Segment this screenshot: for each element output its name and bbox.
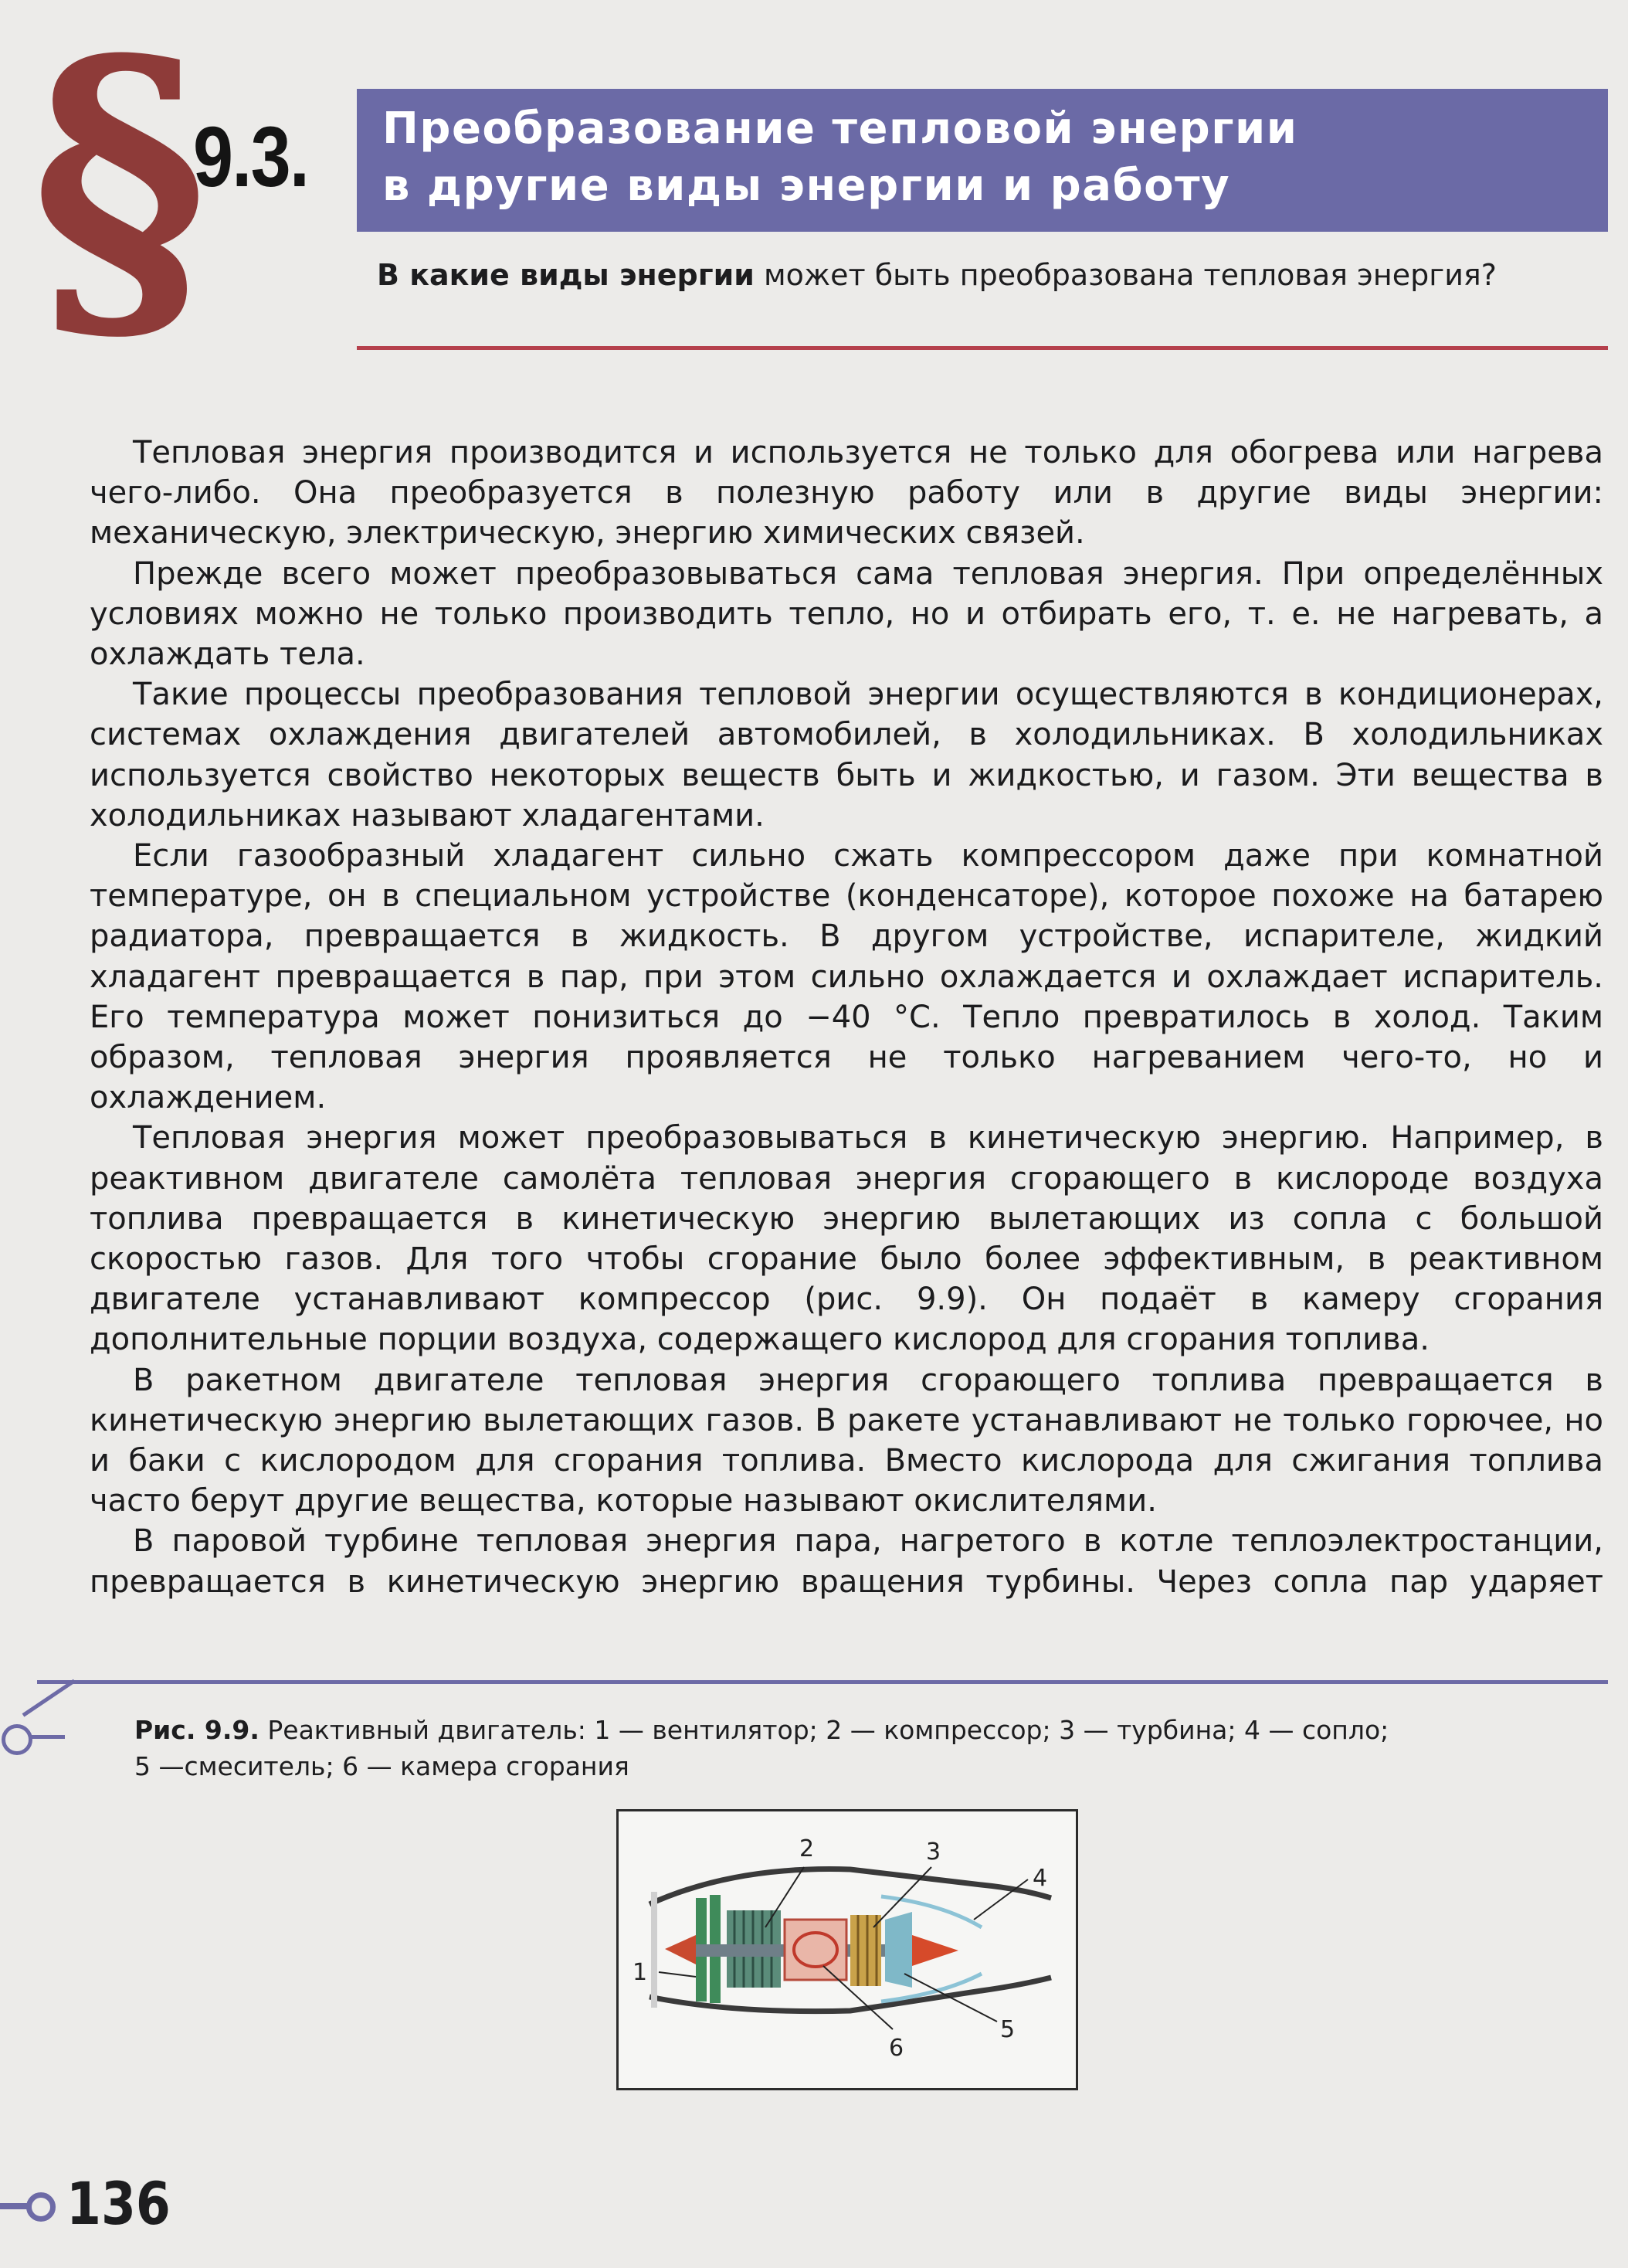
caption-label: Рис. 9.9. [134, 1715, 259, 1745]
exhaust-cone [912, 1935, 958, 1966]
label-5: 5 [1000, 2016, 1016, 2043]
paragraph: Прежде всего может преобразовываться сама тепловая энергия. При определённых условиях можно не только производить тепло, но и отбирать его, т. е. не нагревать, а охлаждать тела. [90, 555, 1603, 673]
paragraph: Тепловая энергия может преобразовываться в кинетическую энергию. Например, в реактивном двигателе самолёта тепловая энергия сгорающего в кислороде воздуха топлива превращается в кинетическую энергию вылетающих из сопла с большой скоростью газов. Для того чтобы сгорание было более эффективным, в реактивном двигателе устанавливают компрессор (рис. 9.9). Он подаёт в камеру сгорания дополнительные порции воздуха, содержащего кислород для сгорания топлива. [90, 1120, 1603, 1358]
paragraph: Такие процессы преобразования тепловой энергии осуществляются в кондиционерах, системах охлаждения двигателей автомобилей, в холодильниках. В холодильниках используется свойство некоторых веществ быть и жидкостью, и газом. Эти вещества в холодильниках называют хладагентами. [90, 677, 1603, 834]
caption-line-1: Реактивный двигатель: 1 — вентилятор; 2 — компрессор; 3 — турбина; 4 — сопло; [259, 1715, 1389, 1745]
caption-rule [37, 1680, 1608, 1684]
title-line-2: в другие виды энергии и работу [382, 161, 1231, 211]
page-number-connector [0, 2203, 28, 2209]
section-number: 9.3. [193, 110, 309, 205]
guiding-question [377, 255, 1582, 295]
label-3: 3 [926, 1839, 941, 1866]
title-line-1: Преобразование тепловой энергии [382, 104, 1298, 154]
caption-node-icon [2, 1724, 32, 1755]
paragraph: В паровой турбине тепловая энергия пара, нагретого в котле теплоэлектростанции, превращается в кинетическую энергию вращения турбины. Через сопла пар ударяет [90, 1523, 1603, 1600]
paragraph: Если газообразный хладагент сильно сжать компрессором даже при комнатной температуре, он в специальном устройстве (конденсаторе), которое похоже на батарею радиатора, превращается в жидкость. В другом устройстве, испарителе, жидкий хладагент превращается в пар, при этом сильно охлаждается и охлаждает испаритель. Его температура может понизиться до −40 °С. Тепло превратилось в холод. Таким образом, тепловая энергия проявляется не только нагреванием чего-то, но и охлаждением. [90, 838, 1603, 1116]
caption-line-2: 5 —смеситель; 6 — камера сгорания [134, 1751, 629, 1781]
label-1: 1 [633, 1959, 648, 1986]
label-6: 6 [889, 2035, 904, 2062]
caption-connector [22, 1679, 76, 1717]
body-text [90, 433, 1603, 1602]
label-4: 4 [1033, 1865, 1048, 1892]
jet-engine-diagram [619, 1811, 1076, 2088]
figure-caption [134, 1712, 1602, 1784]
question-rest: может быть преобразована тепловая энергия? [754, 258, 1497, 292]
inlet [651, 1892, 657, 2008]
paragraph: В ракетном двигателе тепловая энергия сгорающего топлива превращается в кинетическую энергию вылетающих газов. В ракете устанавливают не только горючее, но и баки с кислородом для сгорания топлива. Вместо кислорода для сжигания топлива часто берут другие вещества, которые называют окислителями. [90, 1362, 1603, 1519]
section-sign: § [31, 0, 209, 385]
page-title [382, 100, 1587, 215]
page-number-node-icon [26, 2192, 56, 2222]
page-number: 136 [66, 2169, 171, 2238]
paragraph: Тепловая энергия производится и используется не только для обогрева или нагрева чего-либо. Она преобразуется в полезную работу или в другие виды энергии: механическую, электрическую, энергию химических связей. [90, 435, 1603, 552]
jet-engine-figure [616, 1809, 1078, 2090]
question-bold: В какие виды энергии [377, 258, 755, 292]
question-underline [357, 346, 1608, 350]
label-2: 2 [799, 1835, 815, 1862]
nose-cone [665, 1935, 696, 1964]
